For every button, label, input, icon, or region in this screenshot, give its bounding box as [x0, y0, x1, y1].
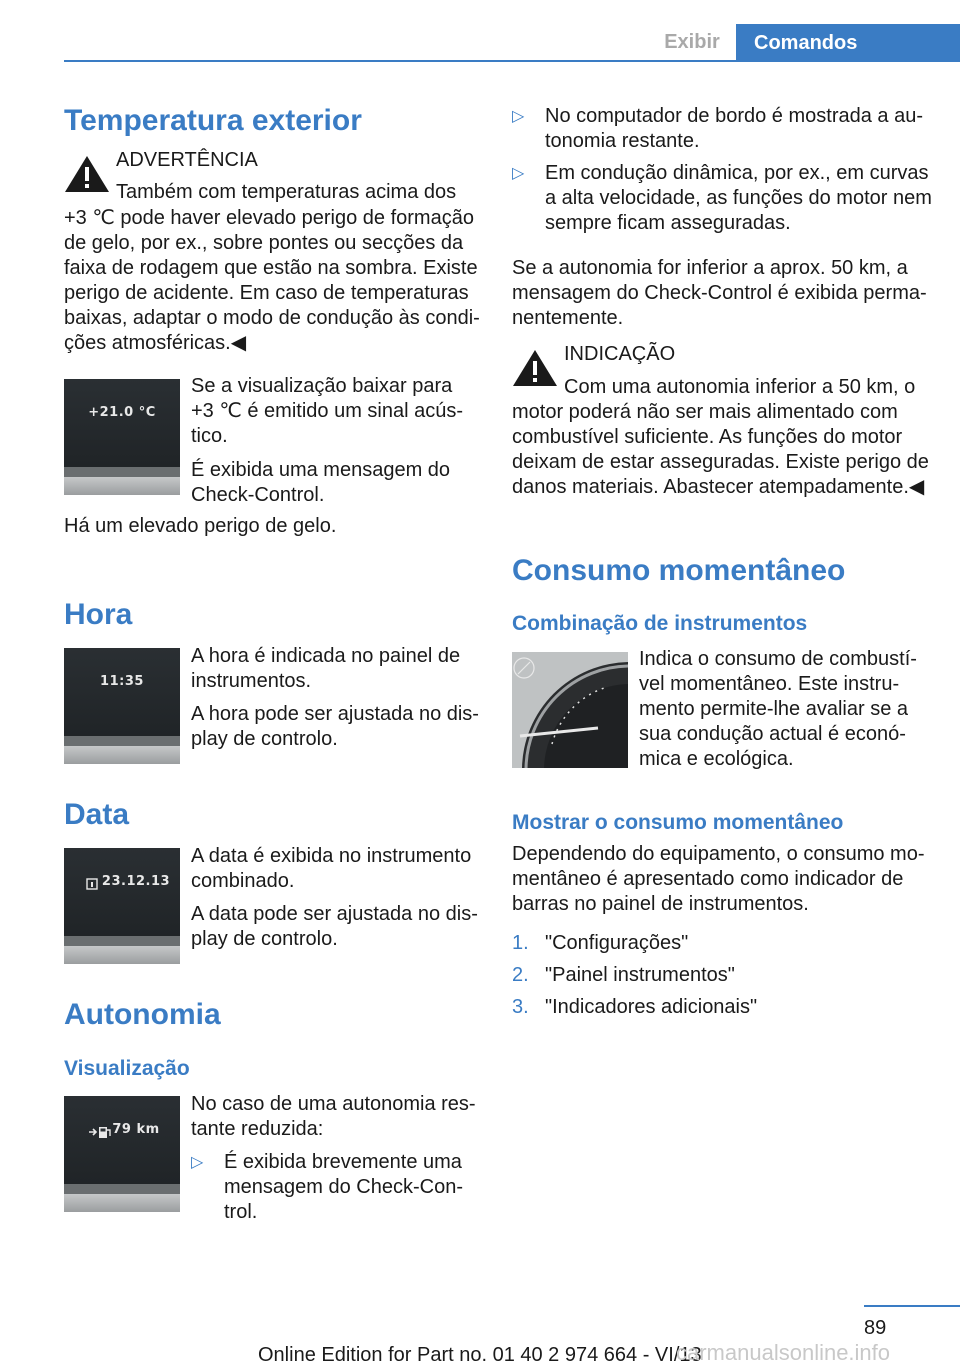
note-line: motor poderá não ser mais alimentado com: [512, 401, 898, 423]
step-number: 2.: [512, 964, 529, 986]
tab-comandos[interactable]: Comandos: [736, 24, 960, 62]
bullet-marker: ▷: [191, 1154, 204, 1171]
data-text: play de controlo.: [191, 928, 338, 950]
data-text: A data pode ser ajustada no dis‐: [191, 903, 478, 925]
display-temperature-value: +21.0 °C: [88, 405, 156, 420]
temp-text: Se a visualização baixar para: [191, 375, 453, 397]
step-item: [512, 963, 932, 989]
warning-line: de gelo, por ex., sobre pontes ou secções da: [64, 232, 464, 254]
heading-data: Data: [64, 798, 130, 831]
step-item: [512, 931, 932, 957]
list-item-text: mensagem do Check-Con‐: [224, 1176, 463, 1198]
list-item-text: sempre ficam asseguradas.: [545, 212, 791, 234]
note-line: Com uma autonomia inferior a 50 km, o: [564, 376, 916, 398]
heading-temperatura: Temperatura exterior: [64, 104, 362, 137]
note-line: combustível suficiente. As funções do motor: [512, 426, 903, 448]
consumo-paragraph: barras no painel de instrumentos.: [512, 893, 809, 915]
watermark: carmanualsonline.info: [676, 1340, 891, 1365]
step-number: 3.: [512, 996, 529, 1018]
heading-consumo: Consumo momentâneo: [512, 554, 846, 587]
display-date-value: 23.12.13: [101, 874, 171, 889]
data-text: A data é exibida no instrumento: [191, 845, 472, 867]
consumo-text: Indica o consumo de combustí‐: [639, 648, 917, 670]
warning-line: +3 ℃ pode haver elevado perigo de formação: [64, 207, 474, 229]
consumo-paragraph: Dependendo do equipamento, o consumo mo‐: [512, 843, 925, 865]
display-temperature: [64, 379, 180, 495]
hora-text: instrumentos.: [191, 670, 312, 692]
list-item-text: Em condução dinâmica, por ex., em curvas: [545, 162, 929, 184]
temp-text: +3 ℃ é emitido um sinal acús‐: [191, 400, 464, 422]
warning-line: ções atmosféricas.◀: [64, 332, 247, 354]
heading-autonomia: Autonomia: [64, 998, 221, 1031]
subheading-visualizacao: Visualização: [64, 1057, 190, 1080]
warning-line: faixa de rodagem que estão na sombra. Existe: [64, 257, 478, 279]
heading-hora: Hora: [64, 598, 133, 631]
tab-exibir[interactable]: Exibir: [664, 31, 720, 53]
hora-text: A hora pode ser ajustada no dis‐: [191, 703, 479, 725]
footer-rule: [864, 1305, 960, 1307]
consumo-text: sua condução actual é econó‐: [639, 723, 906, 745]
subheading-mostrar-consumo: Mostrar o consumo momentâneo: [512, 811, 844, 834]
step-text: "Indicadores adicionais": [545, 996, 758, 1018]
step-text: "Painel instrumentos": [545, 964, 735, 986]
warning-title: ADVERTÊNCIA: [116, 149, 258, 171]
range-paragraph: Se a autonomia for inferior a aprox. 50 km, a: [512, 257, 908, 279]
temp-text: tico.: [191, 425, 228, 447]
warning-icon: [64, 154, 110, 194]
bullet-marker: ▷: [512, 108, 525, 125]
consumo-text: vel momentâneo. Este instru‐: [639, 673, 900, 695]
display-clock-value: 11:35: [100, 674, 144, 689]
list-item-text: trol.: [224, 1201, 258, 1223]
range-paragraph: mensagem do Check-Control é exibida perma‐: [512, 282, 927, 304]
step-text: "Configurações": [545, 932, 689, 954]
step-item: [512, 995, 932, 1021]
warning-icon: [512, 348, 558, 388]
temp-bottom-text: Há um elevado perigo de gelo.: [64, 515, 337, 537]
list-item-text: É exibida brevemente uma: [224, 1151, 462, 1173]
list-item: [512, 161, 932, 237]
list-item-text: a alta velocidade, as funções do motor nem: [545, 187, 932, 209]
consumo-paragraph: mentâneo é apresentado como indicador de: [512, 868, 904, 890]
list-item: [191, 1150, 471, 1226]
warning-line: perigo de acidente. Em caso de temperaturas: [64, 282, 469, 304]
consumo-text: mento permite-lhe avaliar se a: [639, 698, 909, 720]
display-range-value: 79 km: [112, 1122, 160, 1137]
autonomia-text: tante reduzida:: [191, 1118, 324, 1140]
note-line: deixam de estar asseguradas. Existe perigo de: [512, 451, 929, 473]
list-item-text: No computador de bordo é mostrada a au‐: [545, 105, 923, 127]
warning-line: baixas, adaptar o modo de condução às condi‐: [64, 307, 480, 329]
instrument-gauge-image: [512, 652, 628, 768]
list-item-text: tonomia restante.: [545, 130, 700, 152]
bullet-marker: ▷: [512, 165, 525, 182]
list-item: [512, 104, 932, 156]
step-number: 1.: [512, 932, 529, 954]
temp-text: Check-Control.: [191, 484, 325, 506]
autonomia-text: No caso de uma autonomia res‐: [191, 1093, 476, 1115]
display-range: [64, 1096, 180, 1212]
subheading-combinacao: Combinação de instrumentos: [512, 612, 808, 635]
header-rule: [64, 60, 960, 62]
consumo-text: mica e ecológica.: [639, 748, 794, 770]
edition-text: Online Edition for Part no. 01 40 2 974 664 - VI/13: [258, 1344, 702, 1366]
hora-text: A hora é indicada no painel de: [191, 645, 461, 667]
page-number: 89: [864, 1317, 887, 1339]
range-paragraph: nentemente.: [512, 307, 624, 329]
display-date: [64, 848, 180, 964]
display-clock: [64, 648, 180, 764]
note-title: INDICAÇÃO: [564, 343, 676, 365]
hora-text: play de controlo.: [191, 728, 338, 750]
data-text: combinado.: [191, 870, 295, 892]
temp-text: É exibida uma mensagem do: [191, 459, 451, 481]
warning-line: Também com temperaturas acima dos: [116, 181, 457, 203]
note-line: danos materiais. Abastecer atempadamente.◀: [512, 476, 925, 498]
